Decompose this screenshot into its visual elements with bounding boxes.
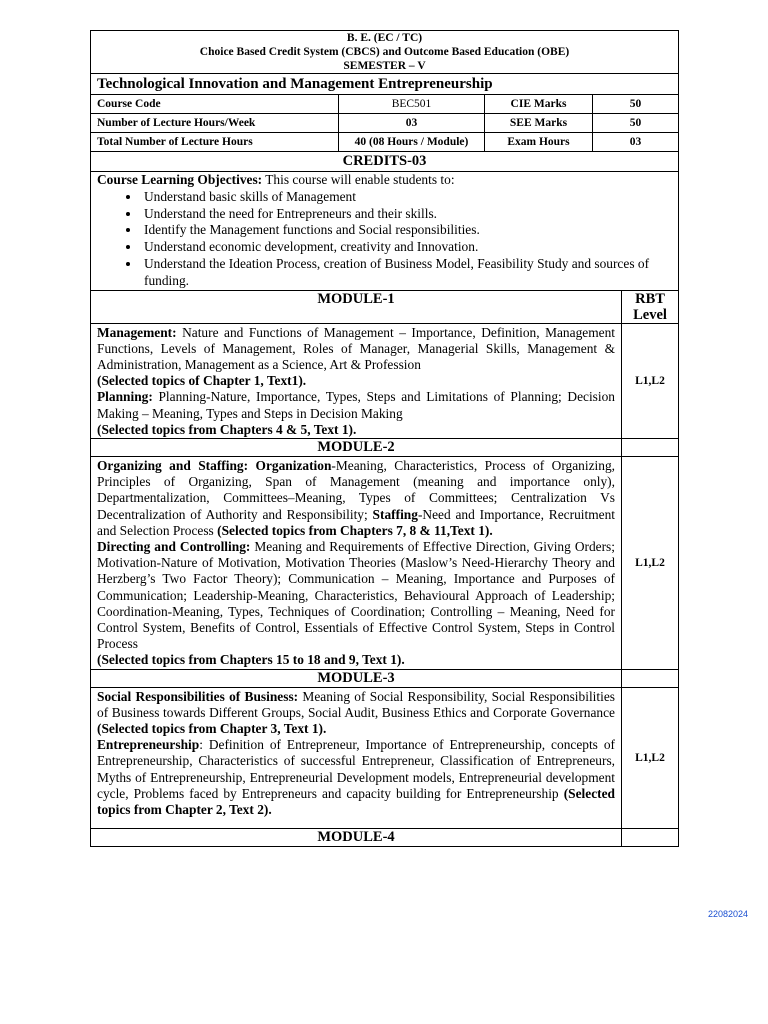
module-3-content-row: [91, 687, 679, 829]
course-title: Technological Innovation and Management Entrepreneurship: [91, 74, 679, 95]
info-label: Course Code: [91, 95, 339, 114]
objectives-row: [91, 172, 679, 291]
topic-heading: Staffing: [372, 506, 418, 522]
info-label: Total Number of Lecture Hours: [91, 133, 339, 152]
topic-reference: (Selected topics from Chapter 2, Text 2).: [97, 785, 615, 818]
module-3-content: [91, 687, 622, 829]
topic-heading: Entrepreneurship: [97, 737, 200, 753]
header-row: [91, 31, 679, 74]
module-2-level: L1,L2: [622, 457, 679, 670]
module-2-content: [91, 457, 622, 670]
module-4-header-level: [622, 829, 679, 847]
module-4-header-row: [91, 829, 679, 847]
info-value: BEC501: [339, 95, 485, 114]
info-label: Number of Lecture Hours/Week: [91, 114, 339, 133]
program-header: [91, 31, 679, 74]
module-1-content-row: [91, 323, 679, 438]
objective-item: • Understand basic skills of Management: [141, 189, 672, 206]
semester-label: SEMESTER – V: [343, 60, 426, 72]
info-label-2: Exam Hours: [485, 133, 593, 152]
topic-reference: (Selected topics from Chapter 3, Text 1).: [97, 721, 327, 737]
credits-row: [91, 152, 679, 172]
module-2-header-level: [622, 439, 679, 457]
module-1-title: MODULE-1: [91, 290, 622, 323]
topic-heading: Organizing and Staffing: Organization: [97, 458, 332, 473]
module-3-level: L1,L2: [622, 687, 679, 829]
module-1-reference-1: (Selected topics of Chapter 1, Text1).: [97, 373, 307, 389]
module-4-title: MODULE-4: [91, 829, 622, 847]
topic-heading: Planning:: [97, 389, 153, 405]
info-value-2: 50: [593, 95, 679, 114]
info-row-total-hours: [91, 133, 679, 152]
topic-text: Meaning of Social Responsibility, Social Responsibilities of Business towards Different Groups, Social Audit, Business Ethics and Corporate Governance: [97, 688, 615, 720]
topic-text: -Meaning, Characteristics, Process of Organizing, Principles of Organizing, Span of Management (meaning and importance only), Departmentalization, Committees–Meaning, Types of Committees; Centralization Vs Decentralization of Authority and Responsibility;: [97, 458, 615, 522]
objectives-intro: [97, 172, 672, 189]
objective-item: • Understand the need for Entrepreneurs and their skills.: [141, 206, 672, 223]
syllabus-table: [90, 30, 679, 847]
module-1-reference-2: (Selected topics from Chapters 4 & 5, Text 1).: [97, 421, 357, 437]
objectives-lead-text: This course will enable students to:: [262, 172, 455, 187]
info-label-2: CIE Marks: [485, 95, 593, 114]
module-3-header-level: [622, 669, 679, 687]
module-1-header-row: [91, 290, 679, 323]
credits-label: CREDITS-03: [91, 152, 679, 172]
objectives-cell: [91, 172, 679, 291]
topic-text: -Need and Importance, Recruitment and Selection Process: [97, 506, 615, 538]
objective-item: • Identify the Management functions and Social responsibilities.: [141, 222, 672, 239]
info-row-hours-week: [91, 114, 679, 133]
syllabus-sheet: [90, 30, 678, 847]
module-3-title: MODULE-3: [91, 669, 622, 687]
objectives-lead: Course Learning Objectives:: [97, 172, 263, 187]
module-1-management: [97, 325, 615, 374]
module-1-level: L1,L2: [622, 323, 679, 438]
topic-heading: Social Responsibilities of Business:: [97, 688, 299, 704]
topic-text: : Definition of Entrepreneur, Importance of Entrepreneurship, concepts of Entrepreneurship, Characteristics of successful Entrepreneur, Classification of Entrepreneurs, Myths of Entrepreneurship, Entrepreneurial Development models, Entrepreneurial development cycle, Problems faced by Entrepreneurs and capacity building for Entrepreneurship: [97, 737, 615, 801]
title-row: [91, 74, 679, 95]
module-3-entrepreneurship: [97, 737, 615, 818]
module-1-content: [91, 323, 622, 438]
topic-text: Nature and Functions of Management – Importance, Definition, Management Functions, Levels of Management, Roles of Manager, Managerial Skills, Management & Administration, Management as a Science, Art & Profession: [97, 324, 615, 372]
module-2-header-row: [91, 439, 679, 457]
program-name: B. E. (EC / TC): [346, 32, 423, 44]
topic-heading: Management:: [97, 324, 177, 340]
module-2-title: MODULE-2: [91, 439, 622, 457]
module-2-content-row: [91, 457, 679, 670]
rbt-level-header: RBT Level: [622, 290, 679, 323]
module-2-directing: [97, 539, 615, 652]
objectives-list: [97, 189, 672, 290]
module-1-planning: [97, 389, 615, 421]
info-value-2: 50: [593, 114, 679, 133]
module-2-organizing: [97, 458, 615, 539]
info-value-2: 03: [593, 133, 679, 152]
info-label-2: SEE Marks: [485, 114, 593, 133]
topic-text: Planning-Nature, Importance, Types, Steps and Limitations of Planning; Decision Making – Meaning, Types and Steps in Decision Making: [97, 389, 615, 421]
module-2-reference-2: (Selected topics from Chapters 15 to 18 and 9, Text 1).: [97, 652, 405, 668]
scheme-name: Choice Based Credit System (CBCS) and Outcome Based Education (OBE): [199, 46, 570, 58]
info-row-course-code: [91, 95, 679, 114]
objective-item: • Understand the Ideation Process, creation of Business Model, Feasibility Study and sources of funding.: [141, 256, 672, 290]
info-value: 03: [339, 114, 485, 133]
objective-item: • Understand economic development, creativity and Innovation.: [141, 239, 672, 256]
module-3-social: [97, 689, 615, 738]
info-value: 40 (08 Hours / Module): [339, 133, 485, 152]
module-3-header-row: [91, 669, 679, 687]
topic-heading: Directing and Controlling:: [97, 539, 251, 555]
document-code: 22082024: [707, 909, 748, 919]
topic-text: Meaning and Requirements of Effective Direction, Giving Orders; Motivation-Nature of Motivation, Motivation Theories (Maslow’s Need-Hierarchy Theory and Herzberg’s Two Factor Theory); Communication – Meaning, Importance and Purposes of Communication; Leadership-Meaning, Characteristics, Behavioural Approach of Leadership; Coordination-Meaning, Types, Techniques of Coordination; Controlling – Meaning, Need for Control System, Benefits of Control, Essentials of Effective Control System, Steps in Control Process: [97, 539, 615, 652]
topic-reference: (Selected topics from Chapters 7, 8 & 11,Text 1).: [217, 522, 493, 538]
